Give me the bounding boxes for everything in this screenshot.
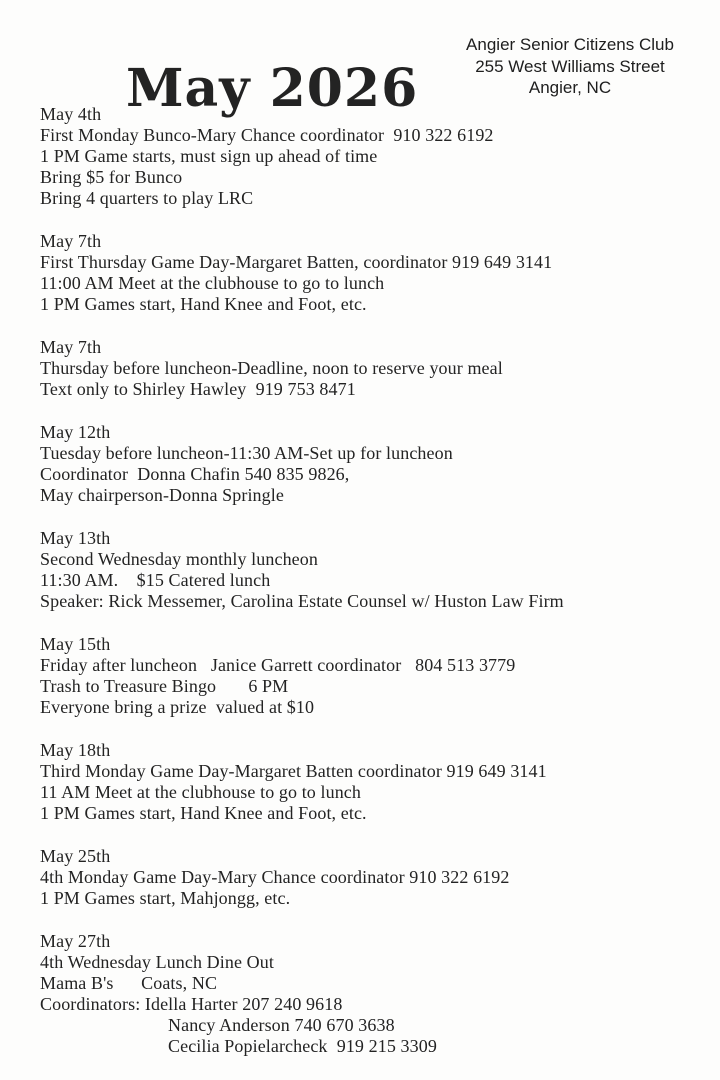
event-may-27th (40, 931, 710, 1057)
event-may-13th (40, 528, 710, 612)
event-line: Coordinator Donna Chafin 540 835 9826, (40, 464, 350, 484)
event-may-4th (40, 104, 710, 209)
event-line: Thursday before luncheon-Deadline, noon to reserve your meal (40, 358, 503, 378)
event-date: May 12th (40, 422, 111, 442)
org-name: Angier Senior Citizens Club (466, 35, 674, 54)
event-date: May 15th (40, 634, 111, 654)
event-date: May 25th (40, 846, 111, 866)
event-line: Tuesday before luncheon-11:30 AM-Set up for luncheon (40, 443, 453, 463)
event-line: Text only to Shirley Hawley 919 753 8471 (40, 379, 356, 399)
event-may-25th (40, 846, 710, 909)
event-line: Friday after luncheon Janice Garrett coordinator 804 513 3779 (40, 655, 516, 675)
event-list (40, 104, 710, 1079)
event-may-7th-luncheon-deadline (40, 337, 710, 400)
event-date: May 13th (40, 528, 111, 548)
event-line: Speaker: Rick Messemer, Carolina Estate Counsel w/ Huston Law Firm (40, 591, 564, 611)
org-address-line1: 255 West Williams Street (475, 56, 665, 76)
event-line-coordinator: Nancy Anderson 740 670 3638 (168, 1015, 395, 1035)
event-line: Bring $5 for Bunco (40, 167, 183, 187)
event-date: May 27th (40, 931, 111, 951)
event-line: 1 PM Games start, Hand Knee and Foot, etc. (40, 294, 367, 314)
org-address-line2: Angier, NC (528, 78, 612, 97)
event-line: Mama B's Coats, NC (40, 973, 218, 993)
event-date: May 7th (40, 337, 102, 357)
org-address-block (420, 34, 720, 99)
event-may-15th (40, 634, 710, 718)
event-line: May chairperson-Donna Springle (40, 485, 284, 505)
event-line: 1 PM Game starts, must sign up ahead of time (40, 146, 378, 166)
event-date: May 7th (40, 231, 102, 251)
event-date: May 4th (40, 104, 102, 124)
event-line: Third Monday Game Day-Margaret Batten coordinator 919 649 3141 (40, 761, 547, 781)
event-may-18th (40, 740, 710, 824)
page-title: May 2026 (126, 57, 419, 119)
event-line: First Thursday Game Day-Margaret Batten, coordinator 919 649 3141 (40, 252, 553, 272)
event-line: Second Wednesday monthly luncheon (40, 549, 318, 569)
event-may-12th (40, 422, 710, 506)
event-line-coordinator: Cecilia Popielarcheck 919 215 3309 (168, 1036, 437, 1056)
event-may-7th-game-day (40, 231, 710, 315)
event-line: 11 AM Meet at the clubhouse to go to lunch (40, 782, 361, 802)
event-line: 1 PM Games start, Mahjongg, etc. (40, 888, 291, 908)
event-line: Trash to Treasure Bingo 6 PM (40, 676, 289, 696)
event-line: 4th Monday Game Day-Mary Chance coordinator 910 322 6192 (40, 867, 510, 887)
event-line: 11:30 AM. $15 Catered lunch (40, 570, 271, 590)
event-line: Bring 4 quarters to play LRC (40, 188, 254, 208)
event-line: Everyone bring a prize valued at $10 (40, 697, 315, 717)
event-line: Coordinators: Idella Harter 207 240 9618 (40, 994, 343, 1014)
event-date: May 18th (40, 740, 111, 760)
event-line: 4th Wednesday Lunch Dine Out (40, 952, 274, 972)
event-line: 1 PM Games start, Hand Knee and Foot, etc. (40, 803, 367, 823)
event-line: First Monday Bunco-Mary Chance coordinator 910 322 6192 (40, 125, 494, 145)
event-line: 11:00 AM Meet at the clubhouse to go to lunch (40, 273, 385, 293)
